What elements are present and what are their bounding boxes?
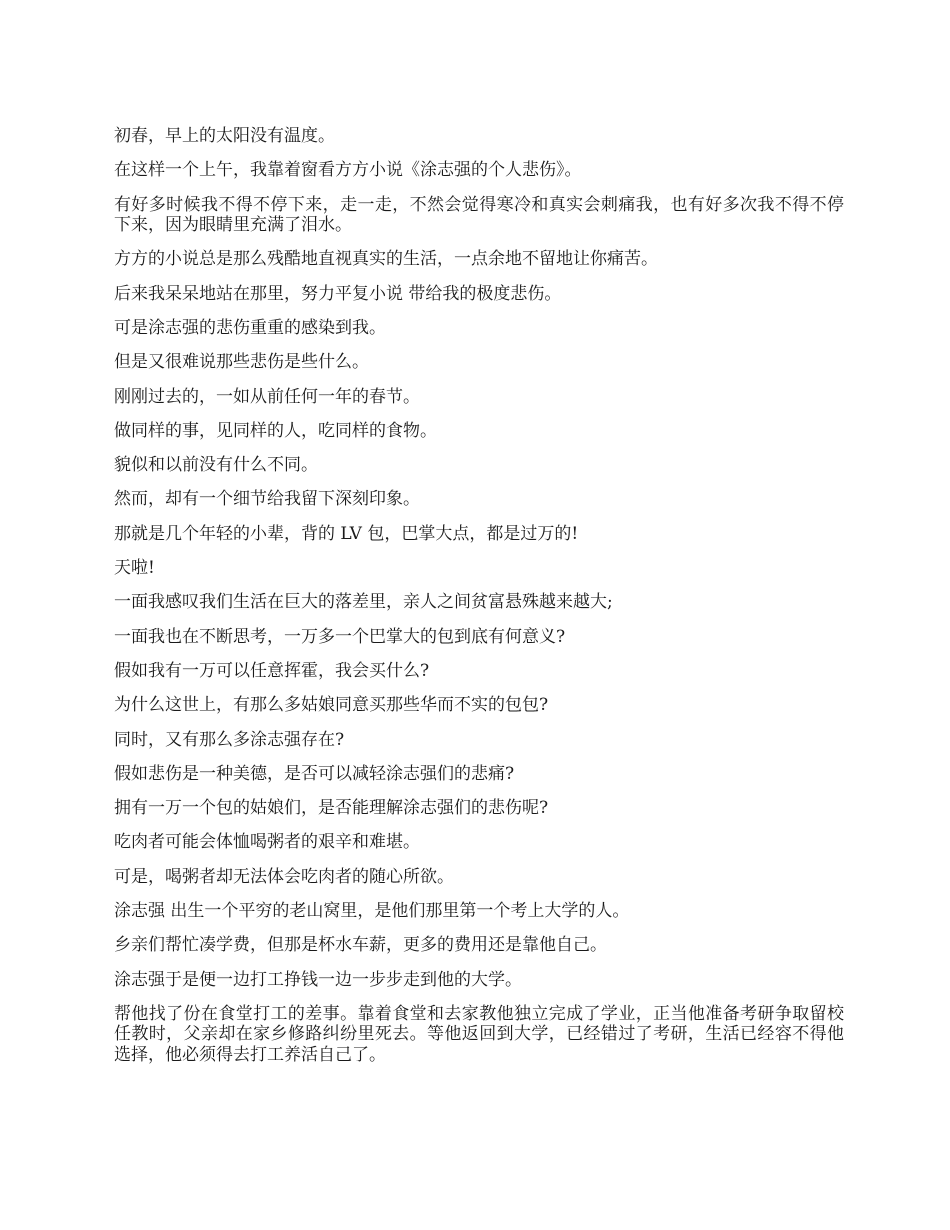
paragraph: 然而，却有一个细节给我留下深刻印象。 — [114, 489, 420, 510]
paragraph: 涂志强 出生一个平穷的老山窝里，是他们那里第一个考上大学的人。 — [114, 901, 630, 922]
paragraph: 吃肉者可能会体恤喝粥者的艰辛和难堪。 — [114, 832, 420, 853]
paragraph: 一面我也在不断思考，一万多一个巴掌大的包到底有何意义? — [114, 626, 566, 647]
paragraph: 帮他找了份在食堂打工的差事。靠着食堂和去家教他独立完成了学业，正当他准备考研争取留校任教时，父亲却在家乡修路纠纷里死去。等他返回到大学，已经错过了考研，生活已经容不得他选择，他必须得去打工养活自己了。 — [114, 1003, 844, 1065]
paragraph: 乡亲们帮忙凑学费，但那是杯水车薪，更多的费用还是靠他自己。 — [114, 935, 607, 956]
paragraph: 一面我感叹我们生活在巨大的落差里，亲人之间贫富悬殊越来越大; — [114, 592, 613, 613]
paragraph: 有好多时候我不得不停下来，走一走，不然会觉得寒冷和真实会刺痛我，也有好多次我不得不停下来，因为眼睛里充满了泪水。 — [114, 194, 844, 236]
paragraph: 那就是几个年轻的小辈，背的 LV 包，巴掌大点，都是过万的! — [114, 523, 579, 544]
paragraph: 假如悲伤是一种美德，是否可以减轻涂志强们的悲痛? — [114, 763, 515, 784]
paragraph: 在这样一个上午，我靠着窗看方方小说《涂志强的个人悲伤》。 — [114, 160, 582, 181]
paragraph: 貌似和以前没有什么不同。 — [114, 455, 318, 476]
paragraph: 假如我有一万可以任意挥霍，我会买什么? — [114, 660, 430, 681]
paragraph: 为什么这世上，有那么多姑娘同意买那些华而不实的包包? — [114, 695, 549, 716]
paragraph: 但是又很难说那些悲伤是些什么。 — [114, 352, 369, 373]
paragraph: 可是，喝粥者却无法体会吃肉者的随心所欲。 — [114, 866, 454, 887]
paragraph: 初春，早上的太阳没有温度。 — [114, 126, 335, 146]
paragraph: 涂志强于是便一边打工挣钱一边一步步走到他的大学。 — [114, 969, 522, 990]
paragraph: 拥有一万一个包的姑娘们，是否能理解涂志强们的悲伤呢? — [114, 798, 549, 819]
paragraph: 天啦! — [114, 558, 155, 579]
document-body — [114, 126, 844, 1079]
paragraph: 同时，又有那么多涂志强存在? — [114, 729, 345, 750]
paragraph: 方方的小说总是那么残酷地直视真实的生活，一点余地不留地让你痛苦。 — [114, 249, 658, 270]
paragraph: 可是涂志强的悲伤重重的感染到我。 — [114, 317, 386, 338]
paragraph: 做同样的事，见同样的人，吃同样的食物。 — [114, 420, 437, 441]
paragraph: 刚刚过去的，一如从前任何一年的春节。 — [114, 386, 420, 407]
paragraph: 后来我呆呆地站在那里，努力平复小说 带给我的极度悲伤。 — [114, 283, 562, 304]
